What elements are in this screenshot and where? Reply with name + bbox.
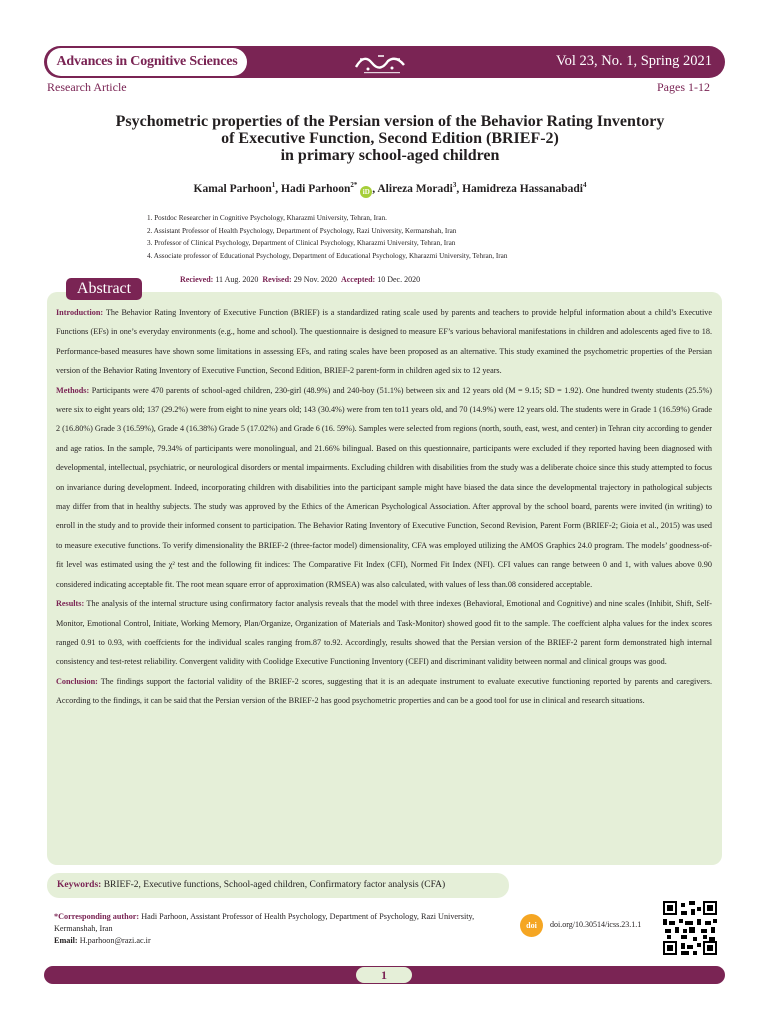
doi-icon: doi <box>520 914 543 937</box>
affiliation: 2. Assistant Professor of Health Psychology, Department of Psychology, Razi University, Kermanshah, Iran <box>147 226 457 235</box>
section-text: The analysis of the internal structure using confirmatory factor analysis reveals that the model with three indexes (Behavioral, Emotional and Cognitive) and nine scales (Inhibit, Shift, Self-Monitor, Emotional Control, Initiate, Working Memory, Plan/Organize, Organization of Materials and Task-Monitor) showed good fit to the sample. The coeffcient alpha values for the index scores ranged 0.91 to 0.93, with coeffcients for the individual scales ranging from.87 to.92. Accordingly, results showed that the Persian version of the BRIEF-2 parent form demonstrated high internal consistency and test-retest reliability. Convergent validity with Coolidge Executive Functioning Inventory (CEFI) and discriminant validity between normal and clinical groups was good. <box>56 599 712 667</box>
page-number: 1 <box>356 967 412 983</box>
section-text: The Behavior Rating Inventory of Executive Function (BRIEF) is a standardized rating scale used by parents and teachers to provide helpful information about a child’s Executive Functions (EFs) in one’s everyday environments (e.g., home and school). The questionnaire is designed to measure EF’s various behavioral manifestations in children and adolescents aged five to 18. Performance-based measures have shown some limitations in assessing EFs, and rating scales have been proposed as an alternative. This study examined the psychometric properties of the Persian version of the Behavior Rating Inventory of Executive Function, Second Edition, BRIEF-2 parent-form in children aged six to 12 years. <box>56 308 713 376</box>
email-address[interactable]: H.parhoon@razi.ac.ir <box>79 936 151 945</box>
author-sup: 4 <box>582 181 587 189</box>
page-range: Pages 1-12 <box>657 80 710 94</box>
author-sup: 3 <box>452 181 457 189</box>
keywords-label: Keywords: <box>57 880 102 890</box>
section-label: Methods: <box>56 385 90 395</box>
paper-title <box>40 113 740 164</box>
section-text: Participants were 470 parents of school-aged children, 230-girl (48.9%) and 240-boy (51.1%) between six and 12 years old (M = 9.15; SD = 1.92). One hundred twenty students (25.5%) were six to eight years old; 137 (29.2%) were from eight to nine years old; 143 (30.4%) were from ten to11 years old, and 70 (14.9%) were 12 years old. The students were in Grade 1 (16.59%) Grade 2 (16.80%) Grade 3 (16.59%), Grade 4 (16.38%) Grade 5 (17.02%) and Grade 6 (16. 59%). Samples were selected from regions (north, south, east, west, and center) in Tehran city according to gender and age ratios. In the sample, 79.34% of participants were monolingual, and 21.66% bilingual. Based on this questionnaire, participants were excluded if they reported having been diagnosed with developmental, intellectual, psychiatric, or neurological disorders or mental impairments. Excluding children with disabilities from the study was a deliberate choice since this study attempted to focus on invariance during development. Indeed, incorporating children with disabilities into the participant sample might have biased the data since the developmental trajectory in pathological subjects may differ from that in healthy subjects. The study was approved by the Ethics of the American Psychological Association. After approval by the school board, parents were invited (in writing) to enroll in the study and to provide their informed consent to participation. The Behavior Rating Inventory of Executive Function, Second Revision, Parent Form (BRIEF-2; Gioia et al., 2015) was used to measure executive functions. To verify dimensionality the BRIEF-2 (three-factor model) dimensionality, CFA was employed utilizing the AMOS Graphics 24.0 program. The models’ goodness-of-fit level was estimated using the χ² test and the following fit indices: The Comparative Fit Index (CFI), Normed Fit Index (NFI). CFI values can range between 0 and 1, with values above 0.90 considered indicating acceptable fit. The root mean square error of approximation (RMSEA) was also calculated, with values of less than.08 considered acceptable. <box>56 385 713 589</box>
keywords <box>47 873 509 898</box>
abstract-introduction <box>56 303 712 381</box>
corresponding-label: *Corresponding author: <box>54 912 140 921</box>
author-name: Alireza Moradi <box>377 182 453 195</box>
article-type: Research Article <box>47 80 127 94</box>
author-sup: 1 <box>271 181 276 189</box>
accepted-date: 10 Dec. 2020 <box>377 275 421 284</box>
corresponding-author <box>54 911 499 947</box>
title-line: of Executive Function, Second Edition (BRIEF-2) <box>221 130 559 147</box>
abstract-methods <box>56 381 712 594</box>
affiliation: 1. Postdoc Researcher in Cognitive Psychology, Kharazmi University, Tehran, Iran. <box>147 214 387 222</box>
abstract-heading: Abstract <box>66 278 142 300</box>
volume-info: Vol 23, No. 1, Spring 2021 <box>555 53 712 69</box>
submission-dates <box>180 275 420 284</box>
author-name: Kamal Parhoon <box>193 182 272 195</box>
received-label: Recieved: <box>180 275 214 284</box>
doi-link[interactable]: doi.org/10.30514/icss.23.1.1 <box>550 920 642 929</box>
title-line: in primary school-aged children <box>280 147 500 164</box>
author-sup: 2* <box>350 181 358 189</box>
author-list: Kamal Parhoon$^1$, Hadi Parhoon$^{2*}$ iD , Alireza Moradi$^3$, Hamidreza Hassanabadi$^4$ <box>193 181 587 196</box>
section-label: Introduction: <box>56 308 104 317</box>
accepted-label: Accepted: <box>340 275 376 284</box>
abstract-results <box>56 594 712 672</box>
section-label: Conclusion: <box>56 676 98 686</box>
abstract-conclusion <box>56 672 712 711</box>
section-text: The findings support the factorial validity of the BRIEF-2 scores, suggesting that it is an adequate instrument to evaluate executive functioning reported by parents and caregivers. According to the findings, it can be said that the Persian version of the BRIEF-2 has good psychometric properties and can be a good tool for use in clinical and research situations. <box>56 676 712 706</box>
author-name: Hamidreza Hassanabadi <box>462 182 583 195</box>
keywords-text: BRIEF-2, Executive functions, School-aged children, Confirmatory factor analysis (CFA) <box>103 880 446 890</box>
journal-logo-icon <box>338 47 426 77</box>
email-label: Email: <box>54 936 78 945</box>
affiliation: 4. Associate professor of Educational Psychology, Department of Educational Psychology, Kharazmi University, Tehran, Iran <box>147 251 508 260</box>
author-name: Hadi Parhoon <box>281 182 351 195</box>
revised-label: Revised: <box>262 275 292 284</box>
orcid-icon[interactable]: iD <box>360 186 372 198</box>
corresponding-text: Hadi Parhoon, Assistant Professor of Health Psychology, Department of Psychology, Razi University, Kermanshah, Iran <box>54 912 475 933</box>
abstract-body <box>56 303 712 711</box>
affiliation: 3. Professor of Clinical Psychology, Department of Clinical Psychology, Kharazmi University, Tehran, Iran <box>147 239 456 247</box>
received-date: 11 Aug. 2020 <box>215 275 259 284</box>
revised-date: 29 Nov. 2020 <box>293 275 337 284</box>
title-line: Psychometric properties of the Persian version of the Behavior Rating Inventory <box>115 113 665 130</box>
affiliations <box>147 212 507 262</box>
journal-name: Advances in Cognitive Sciences <box>47 48 247 76</box>
qr-code-icon <box>663 901 717 955</box>
section-label: Results: <box>56 599 85 609</box>
